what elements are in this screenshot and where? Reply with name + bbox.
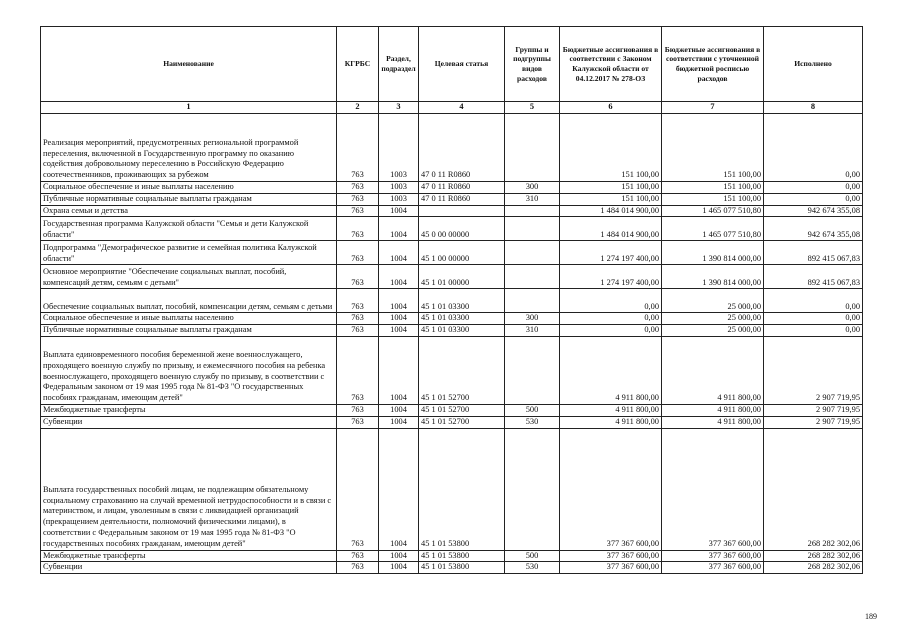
row-target: 45 1 01 03300 [419,325,505,337]
row-target: 45 0 00 00000 [419,217,505,241]
table-row [41,428,863,550]
row-group [505,241,560,265]
row-refined-amount: 151 100,00 [662,182,764,194]
row-group [505,114,560,182]
row-target: 45 1 01 00000 [419,265,505,289]
row-section: 1004 [379,289,419,313]
budget-execution-table [40,26,863,574]
row-group [505,217,560,241]
row-kgrbs: 763 [337,205,379,217]
row-kgrbs: 763 [337,336,379,404]
row-refined-amount: 1 390 814 000,00 [662,265,764,289]
row-law-amount: 1 274 197 400,00 [560,241,662,265]
row-section: 1003 [379,114,419,182]
row-group: 500 [505,404,560,416]
row-group [505,265,560,289]
row-section: 1004 [379,325,419,337]
row-target: 47 0 11 R0860 [419,114,505,182]
row-law-amount: 0,00 [560,289,662,313]
row-target: 45 1 01 52700 [419,336,505,404]
row-group: 300 [505,313,560,325]
row-executed-amount: 268 282 302,06 [764,562,863,574]
row-kgrbs: 763 [337,217,379,241]
row-name: Реализация мероприятий, предусмотренных региональной программой переселения, включенной в Государственную программу по оказанию содействия добровольному переселению в Российскую Федерацию соотечественников, проживающих за рубежом [41,114,337,182]
row-group: 530 [505,562,560,574]
row-target: 45 1 01 03300 [419,289,505,313]
row-group [505,336,560,404]
row-law-amount: 151 100,00 [560,182,662,194]
row-kgrbs: 763 [337,114,379,182]
row-name: Выплата государственных пособий лицам, не подлежащим обязательному социальному страхованию на случай временной нетрудоспособности и в связи с материнством, и лицам, уволенным в связи с ликвидацией организаций (прекращением деятельности, полномочий физическими лицами), в соответствии с Федеральным законом от 19 мая 1995 года № 81-ФЗ "О государственных пособиях гражданам, имеющим детей" [41,428,337,550]
table-row [41,182,863,194]
row-name: Подпрограмма "Демографическое развитие и семейная политика Калужской области" [41,241,337,265]
row-refined-amount: 25 000,00 [662,313,764,325]
row-target: 45 1 01 52700 [419,404,505,416]
row-group: 300 [505,182,560,194]
column-number: 7 [662,102,764,114]
row-law-amount: 4 911 800,00 [560,336,662,404]
table-row [41,205,863,217]
row-refined-amount: 377 367 600,00 [662,550,764,562]
row-refined-amount: 151 100,00 [662,114,764,182]
row-executed-amount: 2 907 719,95 [764,404,863,416]
row-law-amount: 0,00 [560,313,662,325]
row-refined-amount: 1 465 077 510,80 [662,217,764,241]
row-name: Государственная программа Калужской области "Семья и дети Калужской области" [41,217,337,241]
row-name: Субвенции [41,416,337,428]
row-refined-amount: 151 100,00 [662,193,764,205]
row-refined-amount: 4 911 800,00 [662,416,764,428]
row-law-amount: 151 100,00 [560,193,662,205]
table-row [41,265,863,289]
row-name: Обеспечение социальных выплат, пособий, компенсации детям, семьям с детьми [41,289,337,313]
table-row [41,325,863,337]
column-number-row [41,102,863,114]
table-row [41,313,863,325]
row-kgrbs: 763 [337,550,379,562]
row-kgrbs: 763 [337,289,379,313]
row-group: 530 [505,416,560,428]
table-row [41,114,863,182]
row-refined-amount: 377 367 600,00 [662,562,764,574]
row-section: 1004 [379,336,419,404]
row-section: 1004 [379,205,419,217]
row-target: 45 1 01 53800 [419,550,505,562]
row-law-amount: 1 484 014 900,00 [560,205,662,217]
row-executed-amount: 268 282 302,06 [764,550,863,562]
row-target [419,205,505,217]
row-name: Межбюджетные трансферты [41,550,337,562]
row-name: Межбюджетные трансферты [41,404,337,416]
row-kgrbs: 763 [337,562,379,574]
row-executed-amount: 0,00 [764,289,863,313]
row-executed-amount: 0,00 [764,313,863,325]
row-executed-amount: 0,00 [764,182,863,194]
row-kgrbs: 763 [337,428,379,550]
column-number: 5 [505,102,560,114]
row-section: 1004 [379,404,419,416]
header-row [41,27,863,102]
row-name: Выплата единовременного пособия беременной жене военнослужащего, проходящего военную службу по призыву, и ежемесячного пособия на ребенка военнослужащего, проходящего военную службу по призыву, в соответствии с Федеральным законом от 19 мая 1995 года № 81-ФЗ "О государственных пособиях гражданам, имеющим детей" [41,336,337,404]
row-law-amount: 4 911 800,00 [560,416,662,428]
row-refined-amount: 4 911 800,00 [662,404,764,416]
row-name: Социальное обеспечение и иные выплаты населению [41,182,337,194]
row-kgrbs: 763 [337,404,379,416]
header-refined: Бюджетные ассигнования в соответствии с уточненной бюджетной росписью расходов [662,27,764,102]
row-refined-amount: 1 465 077 510,80 [662,205,764,217]
page-number: 189 [865,612,877,621]
header-law: Бюджетные ассигнования в соответствии с Законом Калужской области от 04.12.2017 № 278-ОЗ [560,27,662,102]
row-section: 1004 [379,241,419,265]
row-executed-amount: 0,00 [764,114,863,182]
row-section: 1004 [379,217,419,241]
row-refined-amount: 1 390 814 000,00 [662,241,764,265]
table-row [41,404,863,416]
row-law-amount: 151 100,00 [560,114,662,182]
row-refined-amount: 25 000,00 [662,325,764,337]
row-section: 1004 [379,562,419,574]
row-name: Субвенции [41,562,337,574]
row-target: 47 0 11 R0860 [419,193,505,205]
row-executed-amount: 268 282 302,06 [764,428,863,550]
row-executed-amount: 2 907 719,95 [764,336,863,404]
row-kgrbs: 763 [337,325,379,337]
row-target: 45 1 01 03300 [419,313,505,325]
row-kgrbs: 763 [337,193,379,205]
column-number: 2 [337,102,379,114]
row-name: Социальное обеспечение и иные выплаты населению [41,313,337,325]
table-row [41,416,863,428]
row-group [505,205,560,217]
row-section: 1003 [379,193,419,205]
row-law-amount: 377 367 600,00 [560,428,662,550]
row-target: 45 1 00 00000 [419,241,505,265]
row-law-amount: 1 484 014 900,00 [560,217,662,241]
header-executed: Исполнено [764,27,863,102]
row-executed-amount: 942 674 355,08 [764,217,863,241]
row-section: 1004 [379,265,419,289]
header-section: Раздел, подраздел [379,27,419,102]
header-kgrbs: КГРБС [337,27,379,102]
row-kgrbs: 763 [337,182,379,194]
row-name: Охрана семьи и детства [41,205,337,217]
row-law-amount: 0,00 [560,325,662,337]
header-name: Наименование [41,27,337,102]
row-refined-amount: 25 000,00 [662,289,764,313]
table-row [41,336,863,404]
table-row [41,217,863,241]
row-section: 1003 [379,182,419,194]
row-target: 45 1 01 53800 [419,428,505,550]
row-executed-amount: 892 415 067,83 [764,265,863,289]
row-group [505,428,560,550]
row-law-amount: 377 367 600,00 [560,562,662,574]
header-group: Группы и подгруппы видов расходов [505,27,560,102]
table-row [41,550,863,562]
row-law-amount: 377 367 600,00 [560,550,662,562]
column-number: 6 [560,102,662,114]
row-section: 1004 [379,428,419,550]
row-kgrbs: 763 [337,313,379,325]
row-name: Публичные нормативные социальные выплаты гражданам [41,193,337,205]
header-target: Целевая статья [419,27,505,102]
row-group: 310 [505,325,560,337]
row-name: Публичные нормативные социальные выплаты гражданам [41,325,337,337]
row-name: Основное мероприятие "Обеспечение социальных выплат, пособий, компенсаций детям, семьям с детьми" [41,265,337,289]
row-kgrbs: 763 [337,241,379,265]
row-executed-amount: 892 415 067,83 [764,241,863,265]
row-executed-amount: 0,00 [764,325,863,337]
row-law-amount: 4 911 800,00 [560,404,662,416]
row-refined-amount: 377 367 600,00 [662,428,764,550]
row-law-amount: 1 274 197 400,00 [560,265,662,289]
row-target: 47 0 11 R0860 [419,182,505,194]
row-section: 1004 [379,416,419,428]
row-executed-amount: 0,00 [764,193,863,205]
row-executed-amount: 942 674 355,08 [764,205,863,217]
row-kgrbs: 763 [337,265,379,289]
row-group: 310 [505,193,560,205]
table-row [41,241,863,265]
row-group: 500 [505,550,560,562]
row-executed-amount: 2 907 719,95 [764,416,863,428]
column-number: 1 [41,102,337,114]
table-row [41,289,863,313]
table-row [41,562,863,574]
table-row [41,193,863,205]
row-kgrbs: 763 [337,416,379,428]
column-number: 4 [419,102,505,114]
column-number: 3 [379,102,419,114]
row-target: 45 1 01 53800 [419,562,505,574]
column-number: 8 [764,102,863,114]
row-refined-amount: 4 911 800,00 [662,336,764,404]
row-section: 1004 [379,313,419,325]
row-group [505,289,560,313]
row-target: 45 1 01 52700 [419,416,505,428]
row-section: 1004 [379,550,419,562]
